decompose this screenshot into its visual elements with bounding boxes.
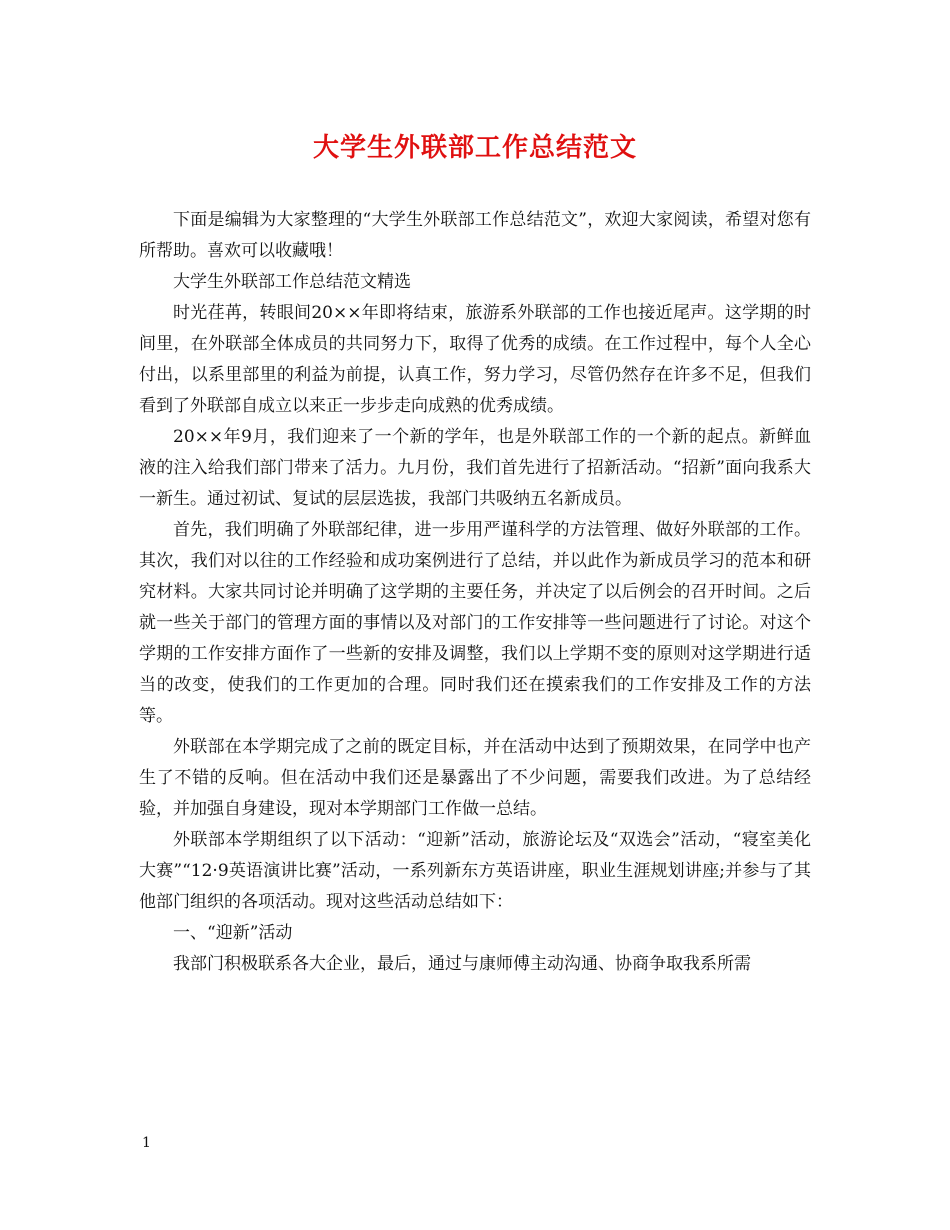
- page-number: 1: [142, 1135, 151, 1151]
- document-title: 大学生外联部工作总结范文: [312, 133, 637, 163]
- body-paragraph: 外联部本学期组织了以下活动：“迎新”活动，旅游论坛及“双选会”活动，“寝室美化大赛”“12·9英语演讲比赛”活动，一系列新东方英语讲座，职业生涯规划讲座;并参与了其他部门组织的各项活动。现对这些活动总结如下：: [139, 830, 811, 912]
- body-paragraph: 20××年9月，我们迎来了一个新的学年，也是外联部工作的一个新的起点。新鲜血液的注入给我们部门带来了活力。九月份，我们首先进行了招新活动。“招新”面向我系大一新生。通过初试、复试的层层选拔，我部门共吸纳五名新成员。: [139, 427, 811, 509]
- body-paragraph: 我部门积极联系各大企业，最后，通过与康师傅主动沟通、协商争取我系所需: [173, 954, 751, 974]
- document-body: [139, 205, 811, 980]
- subsection-heading: 一、“迎新”活动: [173, 923, 293, 943]
- body-paragraph: 时光荏苒，转眼间20××年即将结束，旅游系外联部的工作也接近尾声。这学期的时间里，在外联部全体成员的共同努力下，取得了优秀的成绩。在工作过程中，每个人全心付出，以系里部里的利益为前提，认真工作，努力学习，尽管仍然存在许多不足，但我们看到了外联部自成立以来正一步步走向成熟的优秀成绩。: [139, 303, 811, 416]
- section-heading: 大学生外联部工作总结范文精选: [173, 272, 411, 292]
- body-paragraph: 外联部在本学期完成了之前的既定目标，并在活动中达到了预期效果，在同学中也产生了不错的反响。但在活动中我们还是暴露出了不少问题，需要我们改进。为了总结经验，并加强自身建设，现对本学期部门工作做一总结。: [139, 737, 811, 819]
- intro-paragraph: 下面是编辑为大家整理的“大学生外联部工作总结范文”，欢迎大家阅读，希望对您有所帮助。喜欢可以收藏哦！: [139, 210, 811, 261]
- body-paragraph: 首先，我们明确了外联部纪律，进一步用严谨科学的方法管理、做好外联部的工作。其次，我们对以往的工作经验和成功案例进行了总结，并以此作为新成员学习的范本和研究材料。大家共同讨论并明确了这学期的主要任务，并决定了以后例会的召开时间。之后就一些关于部门的管理方面的事情以及对部门的工作安排等一些问题进行了讨论。对这个学期的工作安排方面作了一些新的安排及调整，我们以上学期不变的原则对这学期进行适当的改变，使我们的工作更加的合理。同时我们还在摸索我们的工作安排及工作的方法等。: [139, 520, 811, 726]
